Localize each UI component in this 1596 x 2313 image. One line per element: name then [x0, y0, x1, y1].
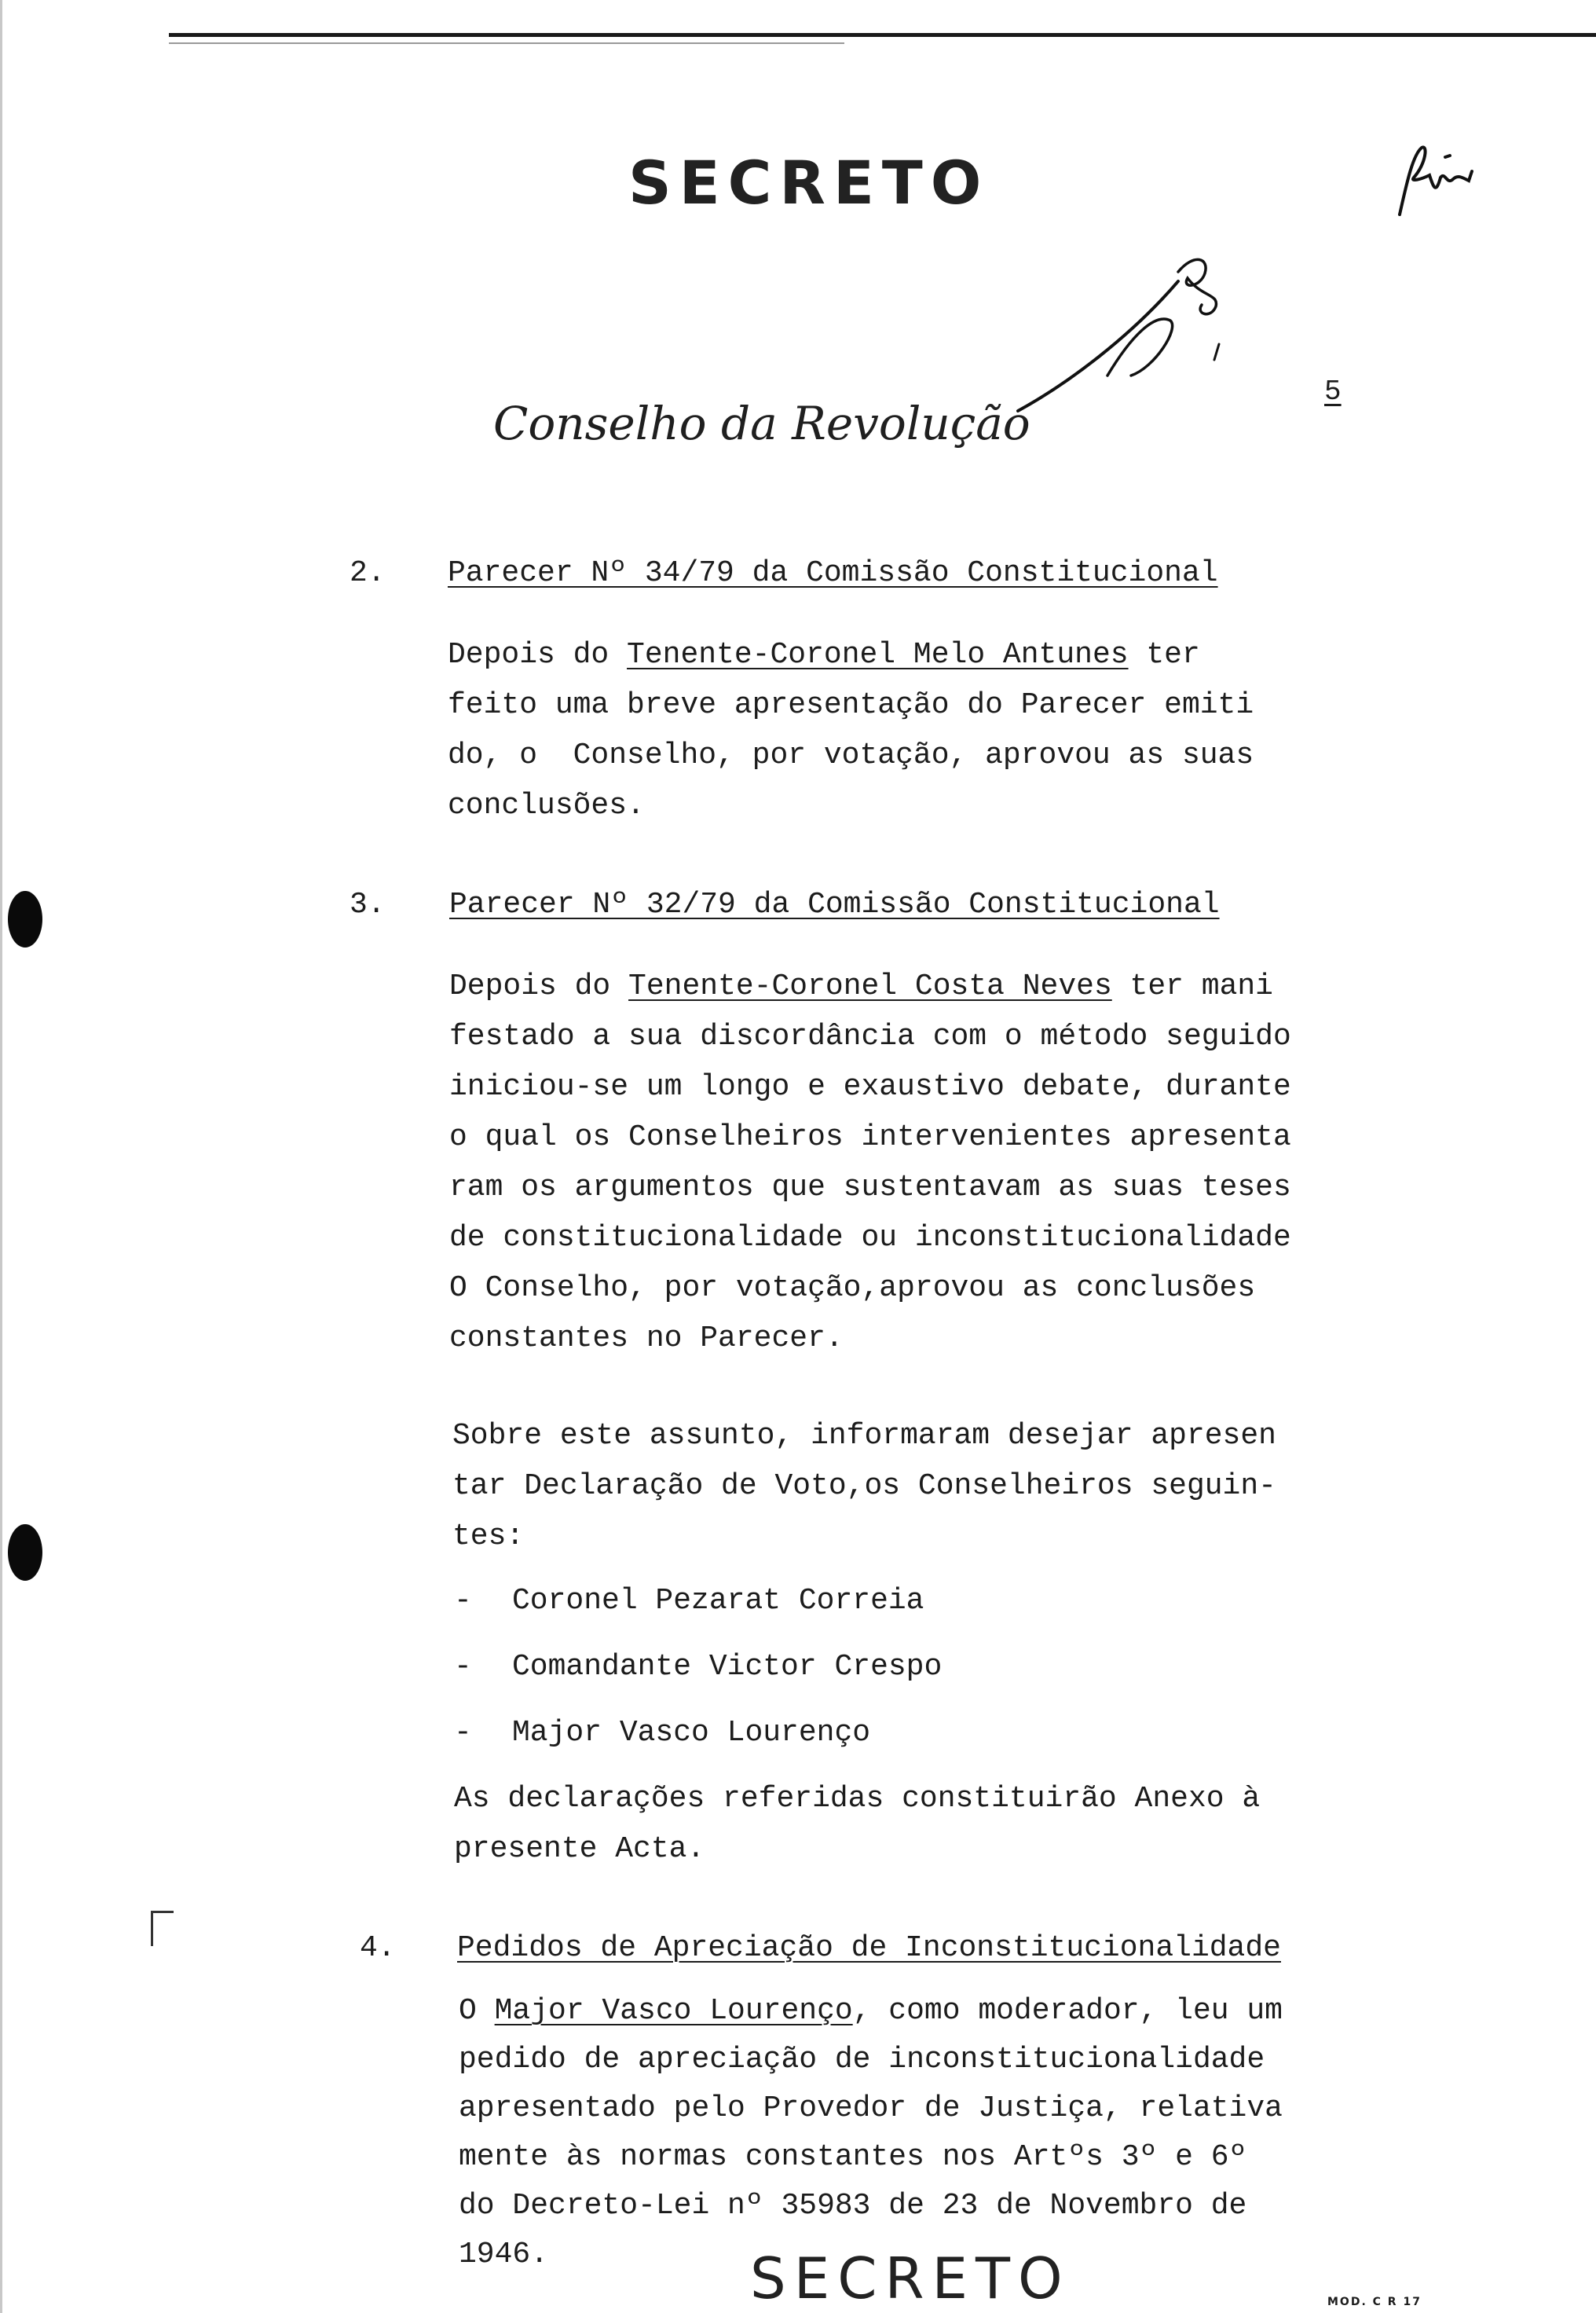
- paragraph-line: do, o Conselho, por votação, aprovou as suas: [448, 739, 1254, 772]
- paragraph-line: constantes no Parecer.: [449, 1321, 844, 1355]
- handwritten-initials: [1390, 140, 1484, 226]
- section-heading: Parecer Nº 34/79 da Comissão Constitucional: [448, 556, 1218, 590]
- top-rule-faint: [169, 42, 844, 44]
- paragraph-line: iniciou-se um longo e exaustivo debate, durante: [449, 1070, 1291, 1104]
- paragraph-line: o qual os Conselheiros intervenientes apresenta: [449, 1120, 1291, 1154]
- paragraph-line: conclusões.: [448, 789, 645, 823]
- list-bullet: -: [454, 1716, 472, 1750]
- secret-stamp-top: SECRETO: [628, 148, 990, 218]
- section-number: 3.: [350, 888, 386, 922]
- paragraph-line: Depois do Tenente-Coronel Melo Antunes ter: [448, 638, 1200, 672]
- paragraph-line: 1946.: [459, 2238, 549, 2271]
- paragraph-line: mente às normas constantes nos Artºs 3º e 6º: [459, 2140, 1247, 2174]
- paragraph-line: feito uma breve apresentação do Parecer emiti: [448, 688, 1254, 722]
- list-bullet: -: [454, 1584, 472, 1618]
- list-item: Coronel Pezarat Correia: [512, 1584, 924, 1618]
- paragraph-line: do Decreto-Lei nº 35983 de 23 de Novembro de: [459, 2189, 1247, 2223]
- section-number: 2.: [350, 556, 386, 590]
- section-heading: Pedidos de Apreciação de Inconstitucionalidade: [457, 1931, 1281, 1965]
- paragraph-line: apresentado pelo Provedor de Justiça, relativa: [459, 2091, 1283, 2125]
- paragraph-line: ram os argumentos que sustentavam as suas teses: [449, 1171, 1291, 1204]
- punch-hole: [8, 891, 42, 948]
- handwritten-signature: [1013, 250, 1241, 423]
- form-code: MOD. C R 17: [1327, 2296, 1422, 2308]
- paragraph-line: Sobre este assunto, informaram desejar apresen: [452, 1419, 1276, 1453]
- paragraph-line: O Major Vasco Lourenço, como moderador, leu um: [459, 1994, 1283, 2028]
- paragraph-line: Depois do Tenente-Coronel Costa Neves ter mani: [449, 970, 1273, 1003]
- page-number: 5: [1324, 376, 1342, 408]
- page-edge: [0, 0, 2, 2313]
- paragraph-line: presente Acta.: [454, 1832, 705, 1866]
- list-item: Major Vasco Lourenço: [512, 1716, 871, 1750]
- list-bullet: -: [454, 1650, 472, 1684]
- margin-mark: [151, 1911, 174, 1946]
- paragraph-line: As declarações referidas constituirão Anexo à: [454, 1782, 1261, 1816]
- top-rule: [169, 33, 1596, 37]
- section-number: 4.: [360, 1931, 396, 1965]
- paragraph-line: de constitucionalidade ou inconstitucionalidade: [449, 1221, 1291, 1255]
- paragraph-line: tes:: [452, 1519, 525, 1553]
- punch-hole: [8, 1524, 42, 1581]
- paragraph-line: festado a sua discordância com o método seguido: [449, 1020, 1291, 1054]
- paragraph-line: O Conselho, por votação,aprovou as conclusões: [449, 1271, 1256, 1305]
- secret-stamp-bottom: SECRETO: [750, 2245, 1071, 2311]
- paragraph-line: tar Declaração de Voto,os Conselheiros seguin-: [452, 1469, 1276, 1503]
- section-heading: Parecer Nº 32/79 da Comissão Constitucional: [449, 888, 1220, 922]
- letterhead-title: Conselho da Revolução: [493, 397, 1030, 450]
- paragraph-line: pedido de apreciação de inconstitucionalidade: [459, 2043, 1265, 2077]
- list-item: Comandante Victor Crespo: [512, 1650, 943, 1684]
